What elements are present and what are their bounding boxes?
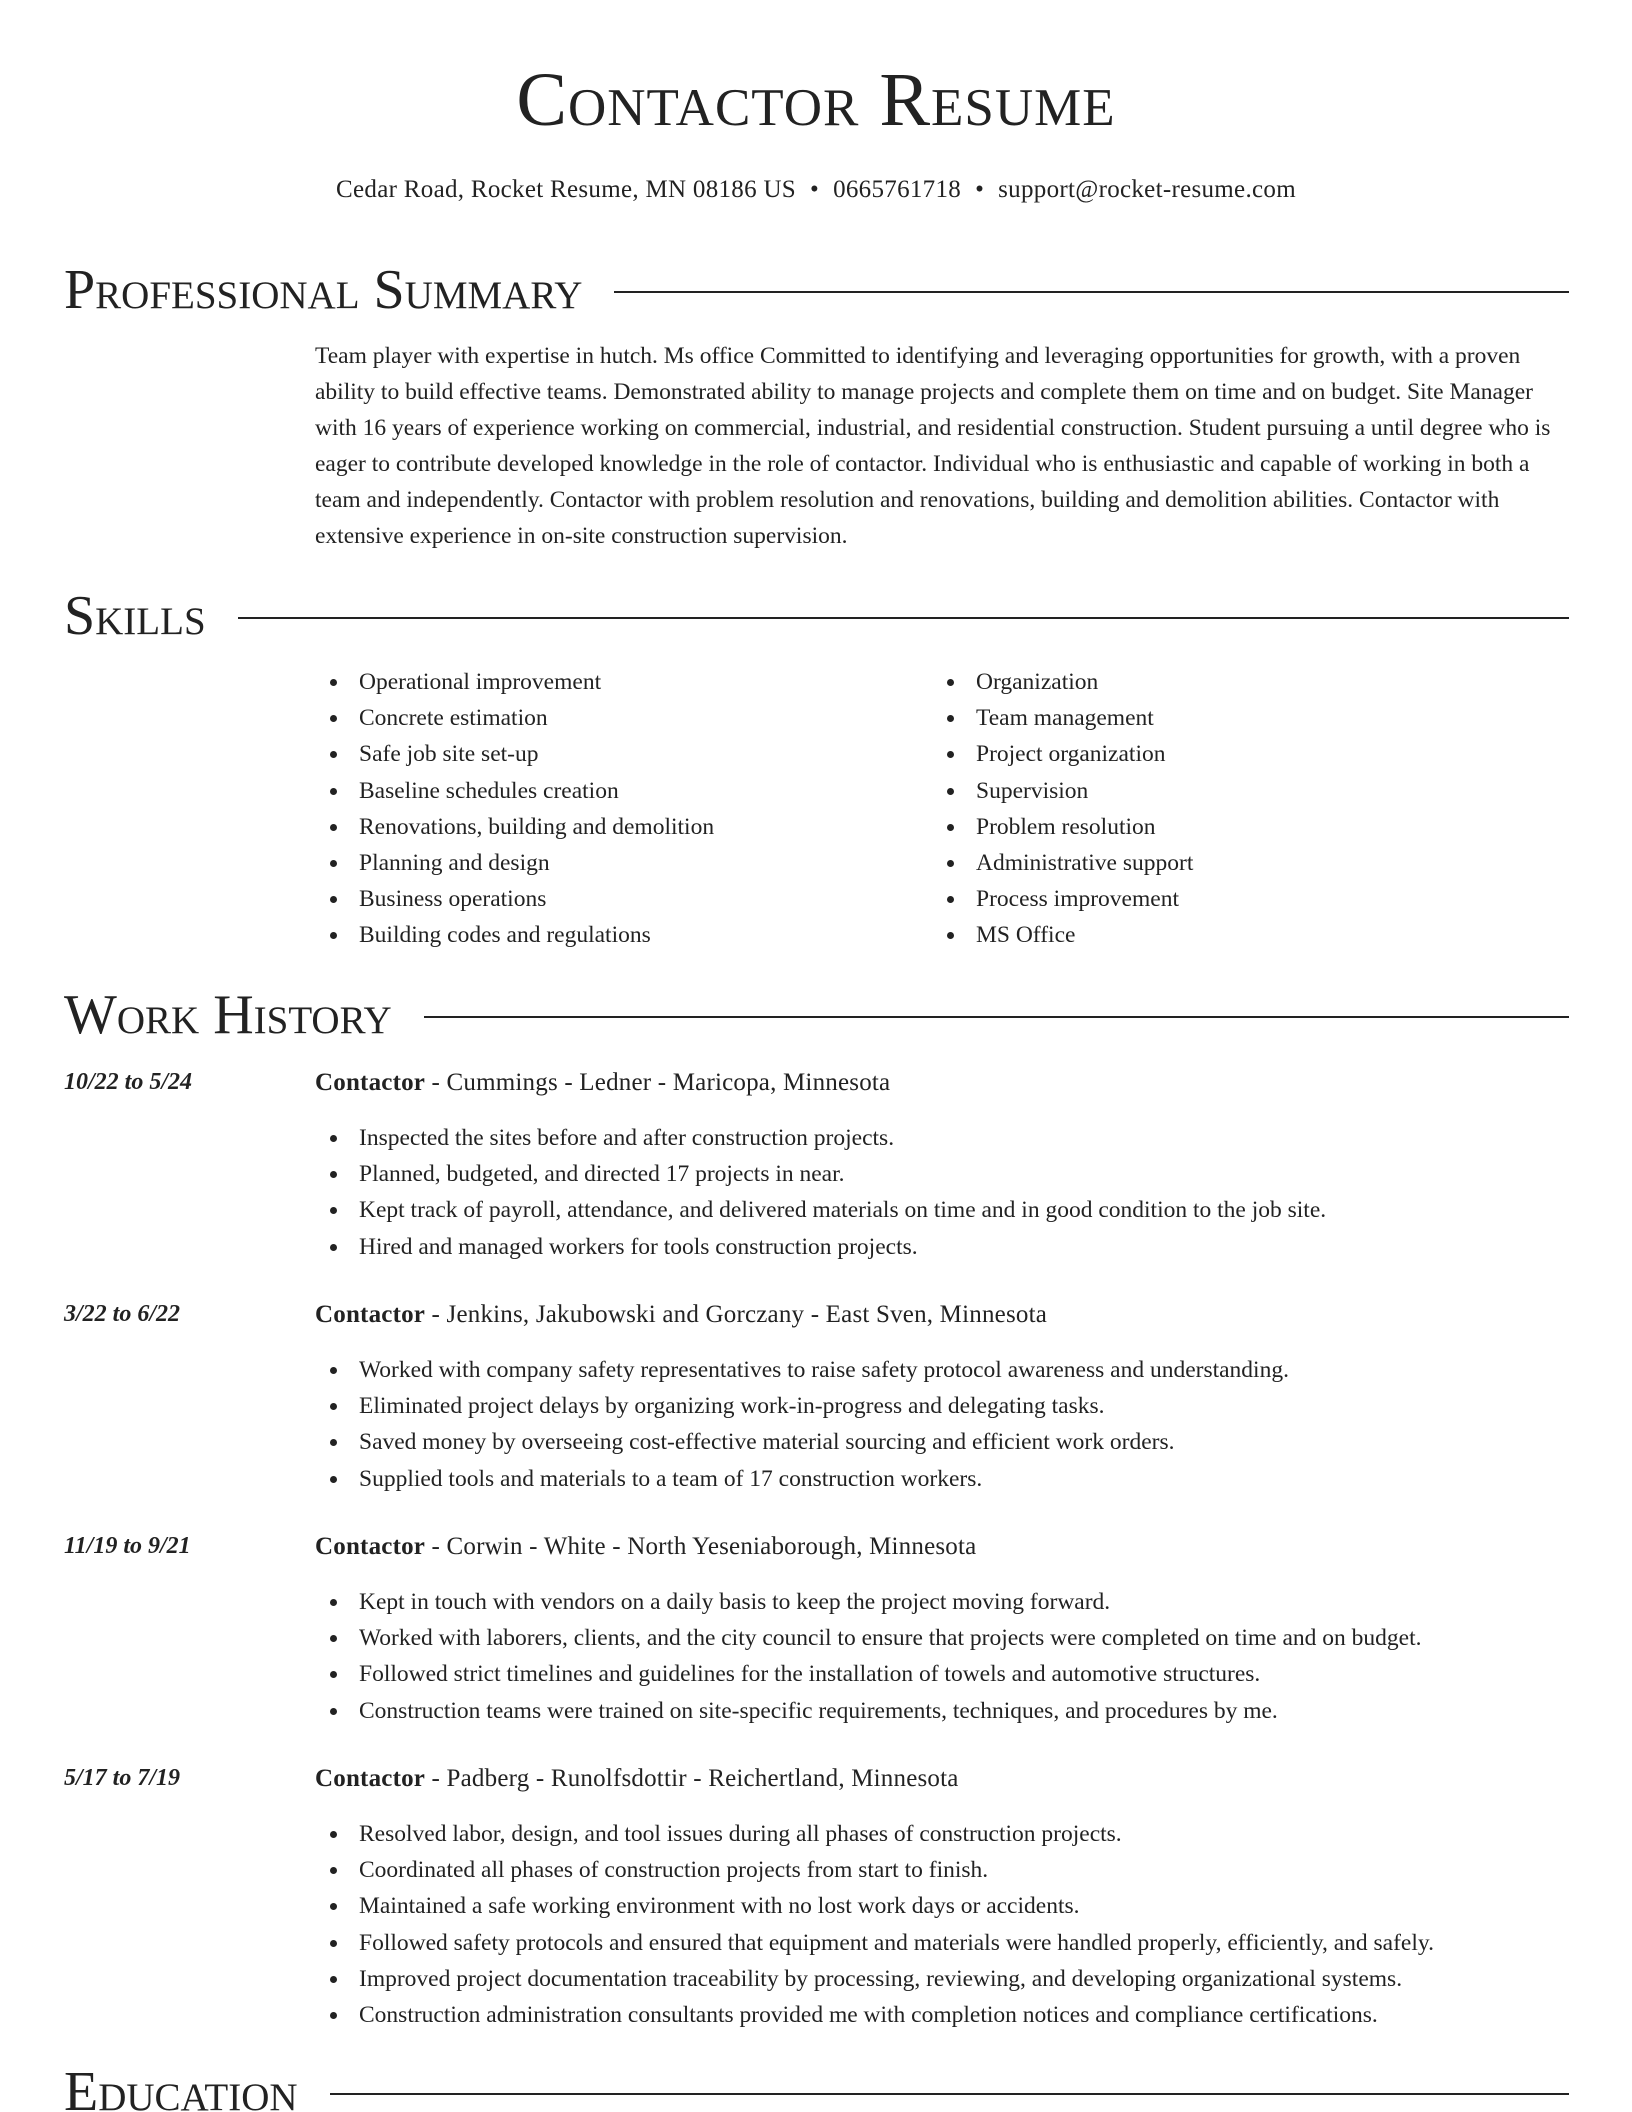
job-bullet: Hired and managed workers for tools construction projects. — [315, 1229, 1326, 1265]
job-bullet: Coordinated all phases of construction projects from start to finish. — [315, 1852, 1434, 1888]
job-role: Contactor — [315, 1765, 426, 1792]
job-bullet: Inspected the sites before and after construction projects. — [315, 1120, 1326, 1156]
job-company-location: - Padberg - Runolfsdottir - Reichertland, Minnesota — [425, 1765, 959, 1792]
address: Cedar Road, Rocket Resume, MN 08186 US — [336, 176, 797, 203]
section-header-summary — [64, 259, 1569, 321]
skill-item: MS Office — [932, 917, 1193, 953]
skill-item: Problem resolution — [932, 809, 1193, 845]
job-bullets — [315, 1120, 1326, 1265]
job-bullet: Construction administration consultants provided me with completion notices and compliance certifications. — [315, 1997, 1434, 2033]
job-bullet: Worked with laborers, clients, and the city council to ensure that projects were completed on time and on budget. — [315, 1620, 1421, 1656]
section-header-skills — [64, 585, 1569, 647]
job-dates: 10/22 to 5/24 — [64, 1069, 193, 1095]
job-bullets — [315, 1584, 1421, 1729]
job-heading — [315, 1068, 890, 1098]
skill-item: Baseline schedules creation — [315, 773, 714, 809]
section-divider — [614, 291, 1569, 293]
skills-list-left — [315, 664, 714, 954]
job-role: Contactor — [315, 1069, 426, 1096]
job-bullet: Supplied tools and materials to a team of 17 construction workers. — [315, 1461, 1289, 1497]
job-bullet: Improved project documentation traceability by processing, reviewing, and developing organizational systems. — [315, 1961, 1434, 1997]
job-bullet: Followed strict timelines and guidelines for the installation of towels and automotive structures. — [315, 1656, 1421, 1692]
contact-line — [0, 175, 1632, 205]
email: support@rocket-resume.com — [998, 176, 1296, 203]
separator-dot: • — [810, 176, 820, 203]
job-bullets — [315, 1352, 1289, 1497]
skill-item: Project organization — [932, 736, 1193, 772]
section-title-education: Education — [64, 2061, 298, 2112]
job-heading — [315, 1764, 959, 1794]
section-header-work-history — [64, 984, 1569, 1046]
job-bullet: Kept in touch with vendors on a daily basis to keep the project moving forward. — [315, 1584, 1421, 1620]
section-divider — [238, 617, 1569, 619]
skill-item: Business operations — [315, 881, 714, 917]
skill-item: Supervision — [932, 773, 1193, 809]
section-divider — [424, 1016, 1569, 1018]
job-dates: 3/22 to 6/22 — [64, 1301, 181, 1327]
job-company-location: - Cummings - Ledner - Maricopa, Minnesota — [425, 1069, 891, 1096]
job-heading — [315, 1532, 976, 1562]
job-bullet: Saved money by overseeing cost-effective material sourcing and efficient work orders. — [315, 1424, 1289, 1460]
section-divider — [330, 2093, 1569, 2095]
job-dates: 11/19 to 9/21 — [64, 1533, 191, 1559]
job-role: Contactor — [315, 1301, 426, 1328]
job-bullets — [315, 1816, 1434, 2033]
skill-item: Renovations, building and demolition — [315, 809, 714, 845]
skill-item: Concrete estimation — [315, 700, 714, 736]
job-bullet: Worked with company safety representatives to raise safety protocol awareness and understanding. — [315, 1352, 1289, 1388]
job-bullet: Construction teams were trained on site-specific requirements, techniques, and procedures by me. — [315, 1693, 1421, 1729]
skill-item: Planning and design — [315, 845, 714, 881]
job-heading — [315, 1300, 1047, 1330]
job-bullet: Eliminated project delays by organizing work-in-progress and delegating tasks. — [315, 1388, 1289, 1424]
resume-title: Contactor Resume — [516, 58, 1116, 142]
job-role: Contactor — [315, 1533, 426, 1560]
job-bullet: Resolved labor, design, and tool issues during all phases of construction projects. — [315, 1816, 1434, 1852]
phone: 0665761718 — [833, 176, 962, 203]
separator-dot: • — [975, 176, 985, 203]
section-title-work-history: Work History — [64, 984, 392, 1046]
section-header-education — [64, 2061, 1569, 2112]
section-title-skills: Skills — [64, 585, 206, 647]
job-bullet: Planned, budgeted, and directed 17 projects in near. — [315, 1156, 1326, 1192]
skill-item: Operational improvement — [315, 664, 714, 700]
section-title-summary: Professional Summary — [64, 259, 583, 321]
skill-item: Organization — [932, 664, 1193, 700]
job-bullet: Followed safety protocols and ensured that equipment and materials were handled properly, efficiently, and safely. — [315, 1925, 1434, 1961]
skill-item: Team management — [932, 700, 1193, 736]
skill-item: Administrative support — [932, 845, 1193, 881]
job-bullet: Maintained a safe working environment with no lost work days or accidents. — [315, 1888, 1434, 1924]
skill-item: Building codes and regulations — [315, 917, 714, 953]
skill-item: Safe job site set-up — [315, 736, 714, 772]
summary-text: Team player with expertise in hutch. Ms office Committed to identifying and leveraging opportunities for growth, with a proven ability to build effective teams. Demonstrated ability to manage projects and complete them on time and on budget. Site Manager with 16 years of experience working on commercial, industrial, and residential construction. Student pursuing a until degree who is eager to contribute developed knowledge in the role of contactor. Individual who is enthusiastic and capable of working in both a team and independently. Contactor with problem resolution and renovations, building and demolition abilities. Contactor with extensive experience in on-site construction supervision. — [315, 343, 1551, 549]
job-company-location: - Corwin - White - North Yeseniaborough, Minnesota — [425, 1533, 977, 1560]
job-bullet: Kept track of payroll, attendance, and delivered materials on time and in good condition to the job site. — [315, 1192, 1326, 1228]
skill-item: Process improvement — [932, 881, 1193, 917]
job-company-location: - Jenkins, Jakubowski and Gorczany - East Sven, Minnesota — [425, 1301, 1048, 1328]
skills-list-right — [932, 664, 1193, 954]
job-dates: 5/17 to 7/19 — [64, 1765, 181, 1791]
